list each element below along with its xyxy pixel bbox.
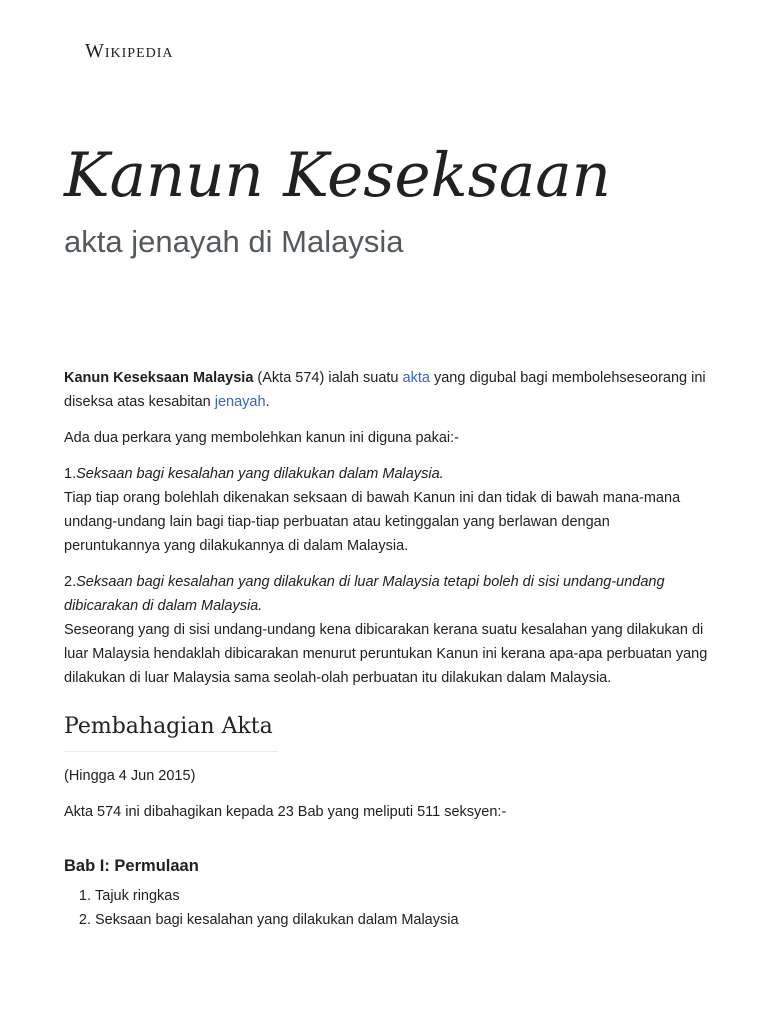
paragraph-two-matters: Ada dua perkara yang membolehkan kanun ini diguna pakai:-	[64, 430, 459, 446]
point-two-number: 2.	[64, 574, 77, 590]
point-two	[64, 570, 709, 690]
point-one-heading: Seksaan bagi kesalahan yang dilakukan dalam Malaysia.	[76, 466, 444, 482]
page-title: Kanun Keseksaan	[64, 140, 611, 211]
intro-bold-term: Kanun Keseksaan Malaysia	[64, 370, 254, 386]
subsection-heading-bab-1: Bab I: Permulaan	[64, 857, 199, 875]
point-one	[64, 462, 709, 558]
bab-1-list	[64, 884, 709, 932]
intro-paragraph	[64, 366, 709, 414]
section-date-note: (Hingga 4 Jun 2015)	[64, 768, 196, 784]
section-summary: Akta 574 ini dibahagikan kepada 23 Bab yang meliputi 511 seksyen:-	[64, 804, 507, 820]
list-item: 1. Tajuk ringkas	[95, 884, 709, 908]
article-body	[64, 366, 709, 932]
point-one-body: Tiap tiap orang bolehlah dikenakan seksaan di bawah Kanun ini dan tidak di bawah mana-mana undang-undang lain bagi tiap-tiap perbuatan atau ketinggalan yang berlawan dengan peruntukannya yang dilakukannya di dalam Malaysia.	[64, 490, 681, 554]
intro-text: .	[265, 394, 270, 410]
section-heading-pembahagian-akta: Pembahagian Akta	[64, 712, 278, 752]
wikipedia-logo[interactable]: Wikipedia	[85, 40, 174, 62]
list-item: 2. Seksaan bagi kesalahan yang dilakukan dalam Malaysia	[95, 908, 709, 932]
link-jenayah[interactable]: jenayah	[214, 394, 266, 410]
point-two-body: Seseorang yang di sisi undang-undang kena dibicarakan kerana suatu kesalahan yang dilakukan di luar Malaysia hendaklah dibicarakan menurut peruntukan Kanun ini kerana apa-apa perbuatan yang dilakukan di luar Malaysia sama seolah-olah perbuatan itu dilakukan dalam Malaysia.	[64, 622, 708, 686]
page-subtitle: akta jenayah di Malaysia	[64, 224, 404, 259]
intro-text: yang digubal bagi membolehseseorang ini diseksa atas kesabitan	[64, 370, 706, 410]
link-akta[interactable]: akta	[402, 370, 430, 386]
point-one-number: 1.	[64, 466, 77, 482]
point-two-heading: Seksaan bagi kesalahan yang dilakukan di luar Malaysia tetapi boleh di sisi undang-undang dibicarakan di dalam Malaysia.	[64, 574, 665, 614]
intro-text: (Akta 574) ialah suatu	[253, 370, 403, 386]
